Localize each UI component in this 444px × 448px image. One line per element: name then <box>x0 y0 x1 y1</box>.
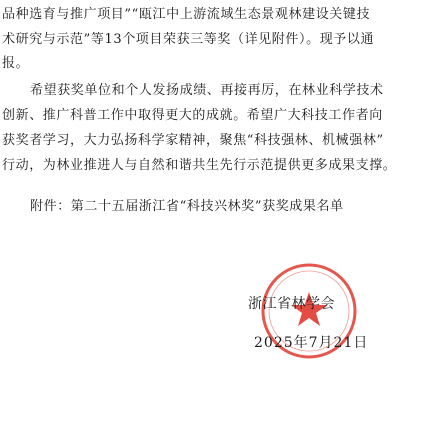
signature-date: 2025年7月21日 <box>254 335 369 351</box>
body-line-2: 术研究与示范”等13个项目荣获三等奖（详见附件）。现予以通 <box>2 32 375 47</box>
body-line-6: 获奖者学习，大力弘扬科学家精神，聚焦“科技强林、机械强林” <box>2 133 384 148</box>
body-line-7: 行动，为林业推进人与自然和谐共生先行示范提供更多成果支撑。 <box>2 158 397 173</box>
body-line-5: 创新、推广科普工作中取得更大的成就。希望广大科技工作者向 <box>2 108 383 123</box>
body-line-1: 品种选育与推广项目”“瓯江中上游流域生态景观林建设关键技 <box>2 7 371 22</box>
body-line-3: 报。 <box>2 56 30 71</box>
attachment-line: 附件：第二十五届浙江省“科技兴林奖”获奖成果名单 <box>30 199 344 214</box>
body-line-4: 希望获奖单位和个人发扬成绩、再接再厉，在林业科学技术 <box>30 83 384 98</box>
signature-org: 浙江省林学会 <box>248 296 335 312</box>
